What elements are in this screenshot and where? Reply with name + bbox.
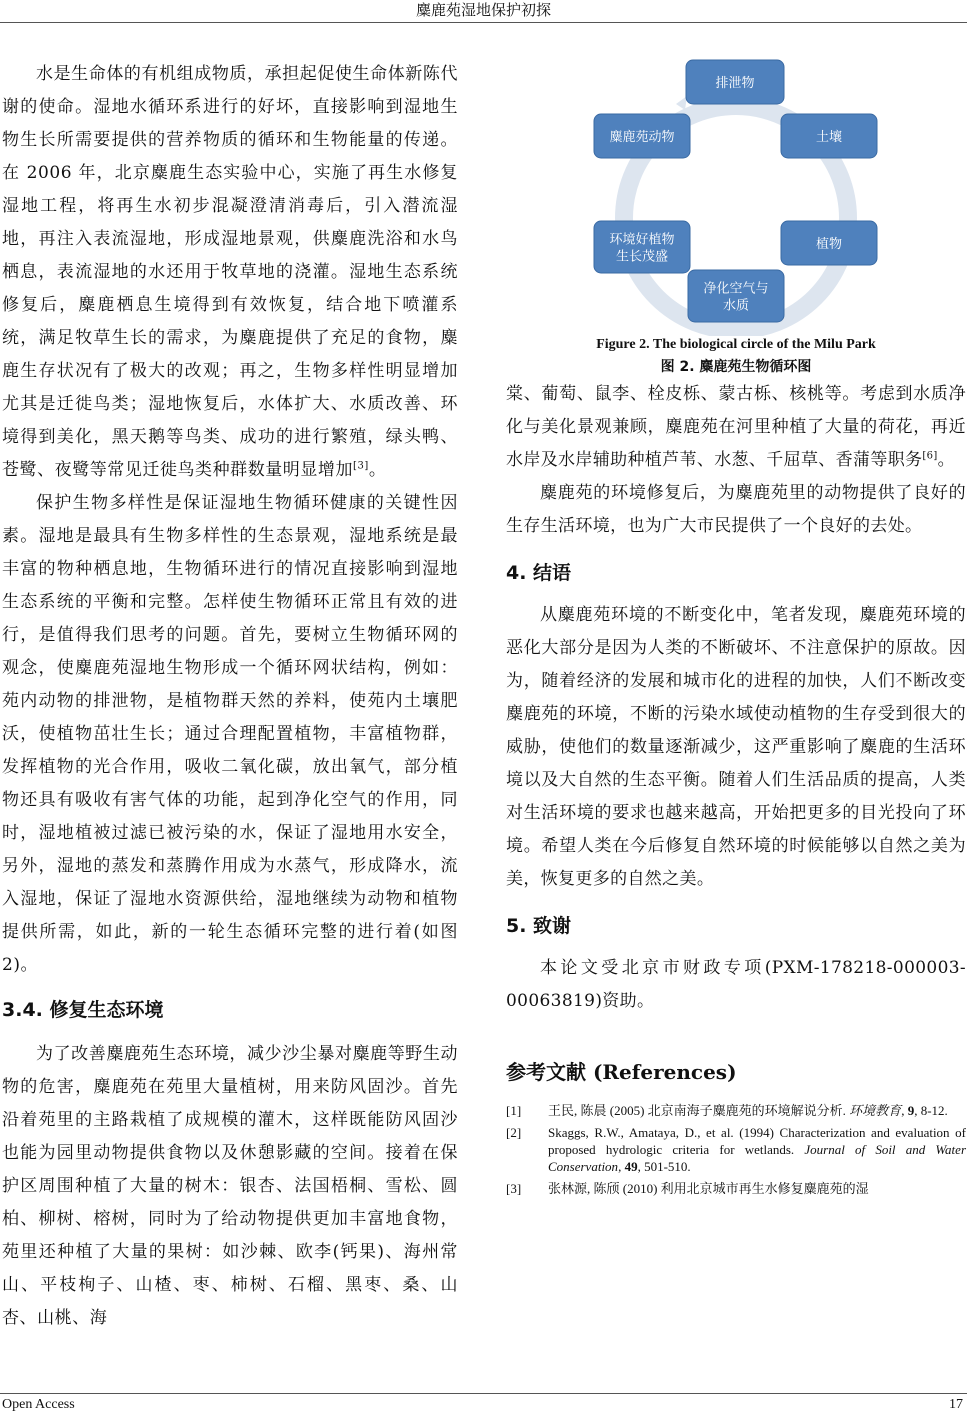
node-purify <box>688 270 784 322</box>
figure-caption-en: Figure 2. The biological circle of the Milu Park <box>596 337 876 352</box>
paragraph-conclusion: 从麋鹿苑环境的不断变化中，笔者发现，麋鹿苑环境的恶化大部分是因为人类的不断破坏、不注意保护的原故。因为，随着经济的发展和城市化的进程的加快，人们不断改变麋鹿苑的环境，不断的污染水域使动植物的生存受到很大的威胁，使他们的数量逐渐减少，这严重影响了麋鹿的生活环境以及大自然的生态平衡。随着人们生活品质的提高，人类对生活环境的要求也越来越高，开始把更多的目光投向了环境。希望人类在今后修复自然环境的时候能够以自然之美为美，恢复更多的自然之美。 <box>506 605 966 889</box>
node-label: 净化空气与 <box>703 281 769 297</box>
node-label: 环境好植物 <box>609 232 675 248</box>
node-label: 水质 <box>722 298 750 314</box>
node-excreta <box>686 60 784 104</box>
reference-item: [1] 王民, 陈晨 (2005) 北京南海子麋鹿苑的环境解说分析. 环境教育, 9, 8-12. <box>506 1103 948 1118</box>
section-heading-4: 4. 结语 <box>506 562 572 584</box>
reference-item: [3] 张林源, 陈颀 (2010) 利用北京城市再生水修复麋鹿苑的湿 <box>506 1181 869 1196</box>
left-column <box>2 58 458 1335</box>
paragraph-continued: 棠、葡萄、鼠李、栓皮栎、蒙古栎、核桃等。考虑到水质净化与美化景观兼顾，麋鹿苑在河里种植了大量的荷花，再近水岸及水岸辅助种植芦苇、水葱、千屈草、香蒲等职务[6]。 <box>506 384 966 470</box>
paragraph-water-cycle: 水是生命体的有机组成物质，承担起促使生命体新陈代谢的使命。湿地水循环系进行的好坏，直接影响到湿地生物生长所需要提供的营养物质的循环和生物能量的传递。在 2006 年，北京麋鹿生态实验中心，实施了再生水修复湿地工程，将再生水初步混凝澄清消毒后，引入潜流湿地，再注入表流湿地，形成湿地景观，供麋鹿洗浴和水鸟栖息，表流湿地的水还用于牧草地的浇灌。湿地生态系统修复后，麋鹿栖息生境得到有效恢复，结合地下喷灌系统，满足牧草生长的需求，为麋鹿提供了充足的食物，麋鹿生存状况有了极大的改观；再之，生物多样性明显增加尤其是迁徙鸟类；湿地恢复后，水体扩大、水质改善、环境得到美化，黑天鹅等鸟类、成功的进行繁殖，绿头鸭、苍鹭、夜鹭等常见迁徙鸟类种群数量明显增加[3]。 <box>2 64 458 480</box>
paragraph-environment: 麋鹿苑的环境修复后，为麋鹿苑里的动物提供了良好的生存生活环境，也为广大市民提供了一个良好的去处。 <box>506 483 966 536</box>
citation[interactable]: [3] <box>353 460 369 472</box>
node-label: 土壤 <box>815 130 843 145</box>
node-label: 生长茂盛 <box>615 249 669 265</box>
figure-caption-zh: 图 2. 麋鹿苑生物循环图 <box>660 359 812 375</box>
node-label: 麋鹿苑动物 <box>609 130 675 145</box>
paragraph-restoration: 为了改善麋鹿苑生态环境，减少沙尘暴对麋鹿等野生动物的危害，麋鹿苑在苑里大量植树，用来防风固沙。首先沿着苑里的主路栽植了成规模的灌木，这样既能防风固沙也能为园里动物提供食物以及休憩影藏的空间。接着在保护区周围种植了大量的树木：银杏、法国梧桐、雪松、圆柏、柳树、榕树，同时为了给动物提供更加丰富地食物，苑里还种植了大量的果树：如沙棘、欧李(钙果)、海州常山、平枝栒子、山楂、枣、柿树、石榴、黑枣、桑、山杏、山桃、海 <box>2 1044 458 1328</box>
figure-biological-circle <box>506 56 966 378</box>
paragraph-acknowledgement: 本论文受北京市财政专项(PXM-178218-000003-00063819)资助。 <box>506 958 966 1011</box>
reference-list <box>506 1102 966 1197</box>
node-animals <box>594 114 690 158</box>
section-heading-5: 5. 致谢 <box>506 915 572 937</box>
references-heading: 参考文献 (References) <box>506 1060 737 1084</box>
reference-item: [2] Skaggs, R.W., Amataya, D., et al. (1994) Characterization and evaluation of proposed hydrologic criteria for wetlands. Journal of Soil and Water Conservation, 49, 501-510. <box>506 1125 966 1174</box>
node-label: 植物 <box>815 237 843 252</box>
right-column <box>506 56 966 1202</box>
page-number: 17 <box>949 1397 963 1412</box>
node-plants <box>781 221 877 265</box>
section-heading-3-4: 3.4. 修复生态环境 <box>2 999 164 1021</box>
footer-open-access: Open Access <box>2 1397 75 1412</box>
running-footer <box>0 1393 967 1412</box>
cycle-diagram <box>506 56 966 336</box>
node-environment <box>594 221 690 273</box>
paragraph-biodiversity: 保护生物多样性是保证湿地生物循环健康的关键性因素。湿地是最具有生物多样性的生态景观，湿地系统是最丰富的物种栖息地，生物循环进行的情况直接影响到湿地生态系统的平衡和完整。怎样使生物循环正常且有效的进行，是值得我们思考的问题。首先，要树立生物循环网的观念，使麋鹿苑湿地生物形成一个循环网状结构，例如：苑内动物的排泄物，是植物群天然的养料，使苑内土壤肥沃，使植物茁壮生长；通过合理配置植物，丰富植物群，发挥植物的光合作用，吸收二氧化碳，放出氧气，部分植物还具有吸收有害气体的功能，起到净化空气的作用，同时，湿地植被过滤已被污染的水，保证了湿地用水安全，另外，湿地的蒸发和蒸腾作用成为水蒸气，形成降水，流入湿地，保证了湿地水资源供给，湿地继续为动物和植物提供所需，如此，新的一轮生态循环完整的进行着(如图 2)。 <box>2 493 458 975</box>
node-soil <box>781 114 877 158</box>
citation[interactable]: [6] <box>922 450 938 462</box>
node-label: 排泄物 <box>715 76 755 91</box>
cycle-arrowhead <box>676 96 687 110</box>
running-header: 麋鹿苑湿地保护初探 <box>0 0 967 23</box>
